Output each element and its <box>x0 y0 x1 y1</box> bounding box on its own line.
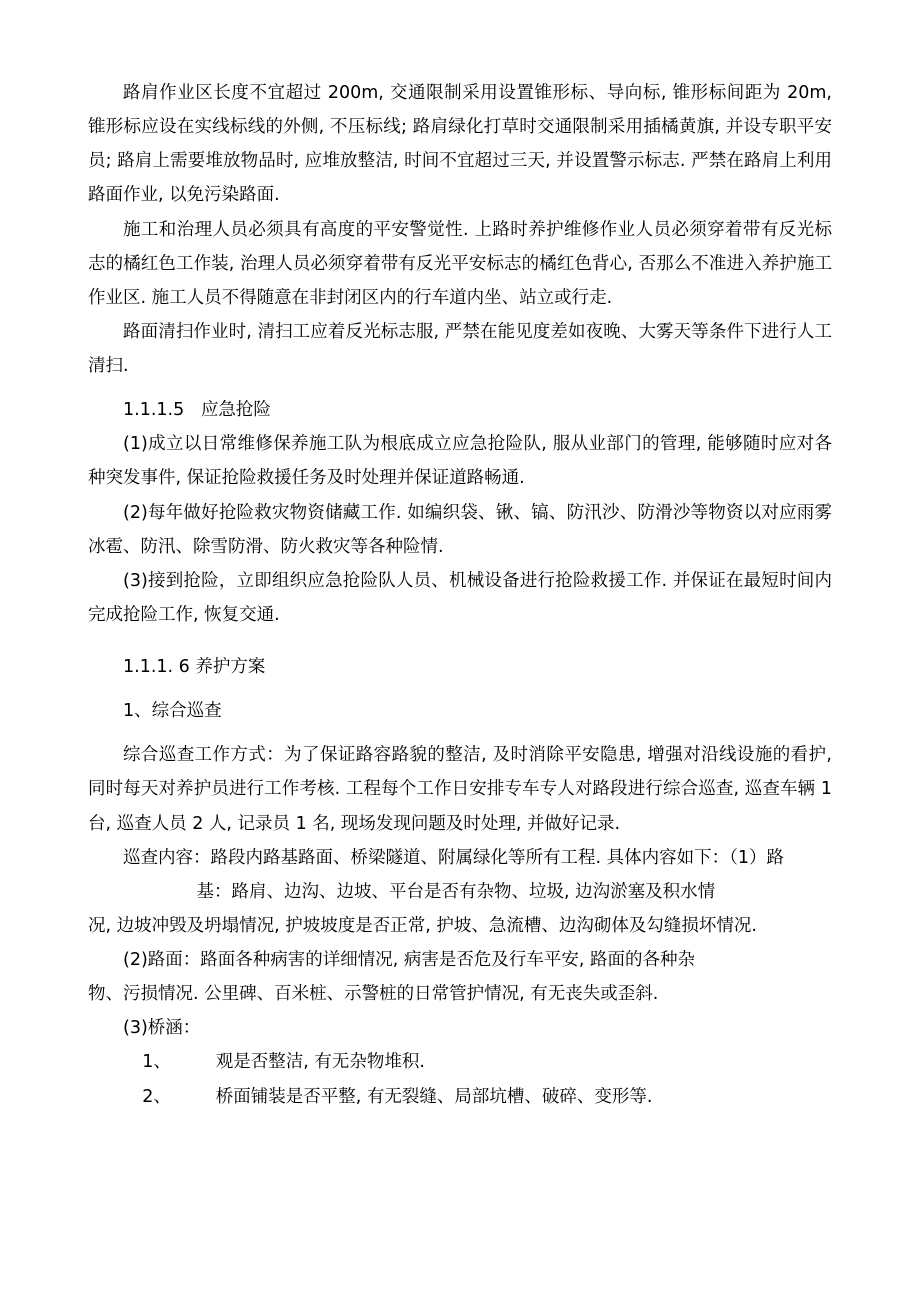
spacer <box>88 632 832 650</box>
bridge-item-2-text: 桥面铺装是否平整, 有无裂缝、局部坑槽、破碎、变形等. <box>215 1086 653 1107</box>
heading-emergency-rescue <box>88 393 832 427</box>
heading-number: 1.1.1. 6 <box>123 657 190 677</box>
bridge-item-2-number: 2、 <box>142 1086 171 1107</box>
emergency-item-3: (3)接到抢险，立即组织应急抢险队人员、机械设备进行抢险救援工作. 并保证在最短时间内完成抢险工作, 恢复交通. <box>88 570 832 625</box>
paragraph-patrol-bridge: (3)桥涵： <box>123 1018 201 1039</box>
emergency-item-1: (1)成立以日常维修保养施工队为根底成立应急抢险队, 服从业部门的管理, 能够随时应对各种突发事件, 保证抢险救援任务及时处理并保证道路畅通. <box>88 434 832 489</box>
spacer <box>88 383 832 393</box>
bridge-item-2 <box>88 1080 832 1114</box>
emergency-item-2: (2)每年做好抢险救灾物资储藏工作. 如编织袋、锹、镐、防汛沙、防滑沙等物资以对应雨雾冰雹、防汛、除雪防滑、防火救灾等各种险情. <box>88 502 832 557</box>
subheading-comprehensive-patrol: 1、综合巡查 <box>123 701 222 722</box>
paragraph-shoulder-work-zone: 路肩作业区长度不宜超过 200m, 交通限制采用设置锥形标、导向标, 锥形标间距为 20m, 锥形标应设在实线标线的外侧, 不压标线; 路肩绿化打草时交通限制采用插橘黄旗, 并设专职平安员; 路肩上需要堆放物品时, 应堆放整洁, 时间不宜超过三天, 并设置警示标志. 严禁在路肩上利用路面作业, 以免污染路面. <box>88 83 832 206</box>
heading-title: 应急抢险 <box>200 400 271 421</box>
paragraph-patrol-content-head: 巡查内容：路段内路基路面、桥梁隧道、附属绿化等所有工程. 具体内容如下：（1）路 <box>123 847 785 868</box>
paragraph-road-cleaning: 路面清扫作业时, 清扫工应着反光标志服, 严禁在能见度差如夜晚、大雾天等条件下进行人工清扫. <box>88 321 832 376</box>
heading-title: 养护方案 <box>195 657 266 677</box>
document-body <box>88 76 832 1114</box>
paragraph-patrol-pavement-cont: 物、污损情况. 公里碑、百米桩、示警桩的日常管护情况, 有无丧失或歪斜. <box>88 984 659 1005</box>
paragraph-patrol-method: 综合巡查工作方式：为了保证路容路貌的整洁, 及时消除平安隐患, 增强对沿线设施的看护, 同时每天对养护员进行工作考核. 工程每个工作日安排专车专人对路段进行综合巡查, 巡查车辆 1 台, 巡查人员 2 人, 记录员 1 名, 现场发现问题及时处理, 并做好记录. <box>88 745 832 834</box>
bridge-item-1-text: 观是否整洁, 有无杂物堆积. <box>215 1052 425 1073</box>
bridge-item-1-number: 1、 <box>142 1052 171 1073</box>
spacer <box>88 684 832 694</box>
bridge-item-1 <box>88 1045 832 1079</box>
paragraph-patrol-subgrade-cont: 况, 边坡冲毁及坍塌情况, 护坡坡度是否正常, 护坡、急流槽、边沟砌体及勾缝损坏情况. <box>88 915 757 936</box>
heading-maintenance-plan <box>88 650 832 684</box>
paragraph-patrol-pavement: (2)路面：路面各种病害的详细情况, 病害是否危及行车平安, 路面的各种杂 <box>123 950 696 970</box>
spacer <box>88 728 832 738</box>
heading-number: 1.1.1.5 <box>123 400 185 421</box>
paragraph-safety-awareness: 施工和治理人员必须具有高度的平安警觉性. 上路时养护维修作业人员必须穿着带有反光标志的橘红色工作装, 治理人员必须穿着带有反光平安标志的橘红色背心, 否那么不准进入养护施工作业区. 施工人员不得随意在非封闭区内的行车道内坐、站立或行走. <box>88 219 832 308</box>
paragraph-patrol-subgrade-label: 基：路肩、边沟、边坡、平台是否有杂物、垃圾, 边沟淤塞及积水情 <box>196 881 716 902</box>
